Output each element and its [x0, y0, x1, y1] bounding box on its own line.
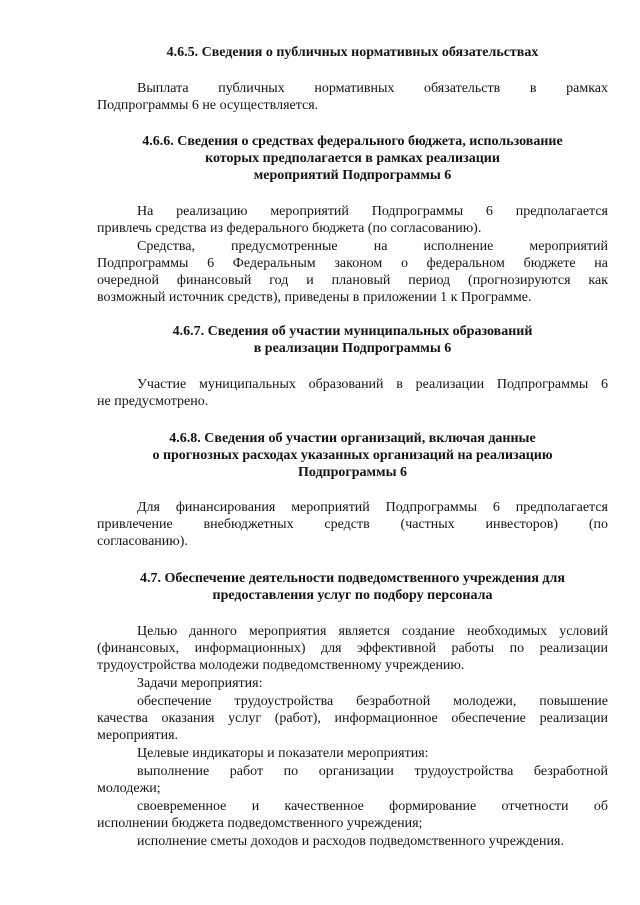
- heading-4-6-6: 4.6.6. Сведения о средствах федерального бюджета, использование которых предполагается в рамках реализации мероприятий Подпрограммы 6: [142, 134, 563, 183]
- paragraph-4-6-6-b: Средства, предусмотренные на исполнение мероприятий Подпрограммы 6 Федеральным законом о федеральном бюджете на очередной финансовый год и плановый период (прогнозируются как возможный источник средств), приведены в приложении 1 к Программе.: [97, 239, 608, 305]
- heading-4-7: 4.7. Обеспечение деятельности подведомственного учреждения для предоставления услуг по подбору персонала: [140, 571, 565, 603]
- paragraph-4-7-indicators-label: Целевые индикаторы и показатели мероприятия:: [137, 746, 429, 761]
- paragraph-4-6-8: Для финансирования мероприятий Подпрограммы 6 предполагается привлечение внебюджетных средств (частных инвесторов) (по согласованию).: [97, 500, 608, 549]
- paragraph-4-7-indicator-3: исполнение сметы доходов и расходов подведомственного учреждения.: [137, 834, 564, 849]
- paragraph-4-6-7: Участие муниципальных образований в реализации Подпрограммы 6 не предусмотрено.: [97, 377, 608, 409]
- paragraph-4-7-goal: Целью данного мероприятия является создание необходимых условий (финансовых, информационных) для эффективной работы по реализации трудоустройства молодежи подведомственному учреждению.: [97, 624, 608, 673]
- paragraph-4-7-indicator-2: своевременное и качественное формирование отчетности об исполнении бюджета подведомственного учреждения;: [97, 799, 608, 831]
- heading-4-6-8: 4.6.8. Сведения об участии организаций, включая данные о прогнозных расходах указанных организаций на реализацию Подпрограммы 6: [152, 431, 553, 480]
- heading-4-6-7: 4.6.7. Сведения об участии муниципальных образований в реализации Подпрограммы 6: [172, 324, 533, 356]
- heading-4-6-5: 4.6.5. Сведения о публичных нормативных обязательствах: [166, 45, 539, 60]
- paragraph-4-6-6-a: На реализацию мероприятий Подпрограммы 6 предполагается привлечь средства из федерального бюджета (по согласованию).: [97, 204, 608, 236]
- paragraph-4-6-5: Выплата публичных нормативных обязательств в рамках Подпрограммы 6 не осуществляется.: [97, 81, 608, 113]
- paragraph-4-7-indicator-1: выполнение работ по организации трудоустройства безработной молодежи;: [97, 764, 608, 796]
- paragraph-4-7-tasks-label: Задачи мероприятия:: [137, 676, 263, 691]
- paragraph-4-7-tasks: обеспечение трудоустройства безработной молодежи, повышение качества оказания услуг (работ), информационное обеспечение реализации мероприятия.: [97, 694, 608, 743]
